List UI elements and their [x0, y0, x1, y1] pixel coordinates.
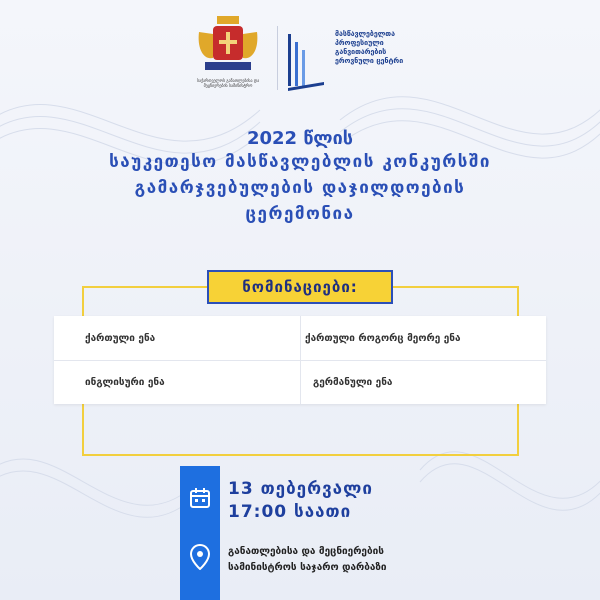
nominations-header: ნომინაციები: [207, 270, 393, 304]
nomination-item: ქართული ენა [85, 332, 156, 344]
event-time: 17:00 საათი [228, 502, 352, 522]
coat-of-arms-icon [195, 14, 261, 76]
title-year: 2022 წლის [246, 128, 354, 149]
event-date: 13 თებერვალი [228, 479, 373, 499]
nomination-item: გერმანული ენა [300, 360, 546, 404]
nomination-item: ქართული როგორც მეორე ენა [300, 316, 546, 360]
event-location-line-2: სამინისტროს საჯარო დარბაზი [228, 562, 387, 573]
calendar-icon [188, 486, 212, 510]
coat-of-arms-logo [190, 14, 266, 88]
location-pin-icon [190, 544, 210, 570]
nominations-table [54, 316, 546, 404]
nomination-item: ინგლისური ენა [54, 360, 300, 404]
teacher-center-logo-icon [286, 28, 326, 94]
title-line-2: გამარჯვებულების დაჯილდოების [134, 178, 466, 198]
teacher-center-name: მასწავლებელთა პროფესიული განვითარების ეროვნული ცენტრი [335, 30, 404, 65]
header-divider [277, 26, 278, 90]
title-line-1: საუკეთესო მასწავლებლის კონკურსში [109, 152, 491, 172]
event-location-line-1: განათლებისა და მეცნიერების [228, 546, 384, 557]
coat-caption: საქართველოს განათლებისა და მეცნიერების სამინისტრო [196, 78, 260, 88]
title-line-3: ცერემონია [245, 204, 355, 224]
